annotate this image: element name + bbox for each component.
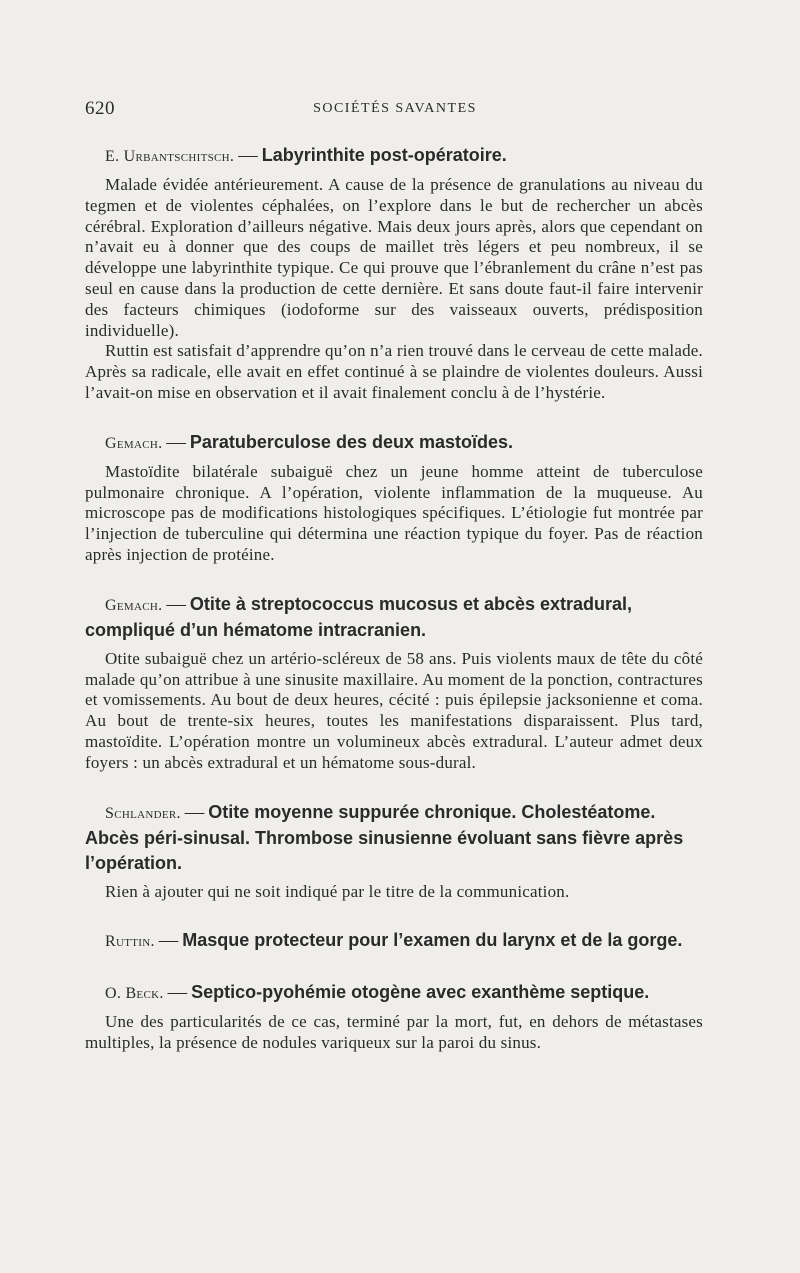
entry-author: Schlander. (105, 804, 181, 822)
entry-author: Gemach. (105, 434, 163, 452)
entry-heading: Gemach. — Paratuberculose des deux mastoïdes. (105, 431, 514, 453)
entry (85, 430, 703, 566)
entry-paragraph: Rien à ajouter qui ne soit indiqué par le titre de la communication. (105, 881, 570, 901)
entry-title: Masque protecteur pour l’examen du larynx et de la gorge. (182, 930, 683, 951)
entry-paragraph: Mastoïdite bilatérale subaiguë chez un jeune homme atteint de tuberculose pulmonaire chronique. A l’opération, violente inflammation de la muqueuse. Au microscope pas de modifications histologiques spécifiques. L’étiologie fut montrée par l’injection de tuberculine qui détermina une réaction typique du foyer. Pas de réaction après injection de protéine. (85, 461, 703, 564)
entry-author: O. Beck. (105, 985, 164, 1003)
entry-author: Ruttin. (105, 933, 155, 951)
entry-author: Gemach. (105, 596, 163, 614)
running-title: SOCIÉTÉS SAVANTES (313, 101, 477, 116)
entry-title: Paratuberculose des deux mastoïdes. (189, 431, 514, 452)
entry-paragraph: Otite subaiguë chez un artério-scléreux de 58 ans. Puis violents maux de tête du côté malade qu’on attribue à une sinusite maxillaire. Au moment de la ponction, contractures et vomissements. Au bout de deux heures, cécité : puis épilepsie jacksonienne et coma. Au bout de trente-six heures, toutes les manifestations disparaissent. Plus tard, mastoïdite. L’opération montre un volumineux abcès extradural. L’auteur admet deux foyers : un abcès extradural et un hématome sous-dural. (85, 648, 703, 772)
entry-author: E. Urbantschitsch. (105, 148, 235, 165)
entry (85, 928, 703, 954)
entry-heading: Ruttin. — Masque protecteur pour l’examen du larynx et de la gorge. (105, 930, 683, 952)
entry-heading: O. Beck. — Septico-pyohémie otogène avec exanthème septique. (105, 982, 650, 1004)
entry-heading: Gemach. — Otite à streptococcus mucosus et abcès extradural, compliqué d’un hématome intracranien. (85, 593, 633, 640)
entry (85, 592, 703, 774)
entry-heading: Schlander. — Otite moyenne suppurée chronique. Cholestéatome. Abcès péri-sinusal. Thrombose sinusienne évoluant sans fièvre après l’opération. (85, 801, 684, 873)
entry (85, 800, 703, 903)
entry-paragraph: Ruttin est satisfait d’apprendre qu’on n’a rien trouvé dans le cerveau de cette malade. Après sa radicale, elle avait en effet continué à se plaindre de violentes douleurs. Aussi l’avait-on mise en observation et il avait finalement conclu à de l’hystérie. (85, 341, 703, 402)
entry (85, 980, 703, 1054)
entry (85, 143, 703, 404)
page-header (85, 98, 705, 122)
article-body (85, 143, 703, 1080)
entry-title: Labyrinthite post-opératoire. (261, 145, 507, 165)
page-number: 620 (85, 98, 115, 119)
entry-title: Otite à streptococcus mucosus et abcès extradural, compliqué d’un hématome intracranien. (85, 593, 633, 640)
entry-paragraph: Une des particularités de ce cas, terminé par la mort, fut, en dehors de métastases multiples, la présence de nodules variqueux sur la paroi du sinus. (85, 1012, 703, 1053)
entry-title: Otite moyenne suppurée chronique. Cholestéatome. Abcès péri-sinusal. Thrombose sinusienne évoluant sans fièvre après l’opération. (85, 801, 684, 873)
entry-heading: E. Urbantschitsch. — Labyrinthite post-opératoire. (105, 145, 507, 166)
entry-paragraph: Malade évidée antérieurement. A cause de la présence de granulations au niveau du tegmen et de violentes céphalées, on l’explore dans le but de rechercher un abcès cérébral. Exploration d’ailleurs négative. Mais deux jours après, alors que cependant on n’avait eu à donner que des coups de maillet très légers et peu nombreux, il se développe une labyrinthite typique. Ce qui prouve que l’ébranlement du crâne n’est pas seul en cause dans la production de cette dernière. Et sans doute faut-il faire intervenir des facteurs chimiques (iodoforme sur des vaisseaux ouverts, prédisposition individuelle). (85, 175, 703, 340)
entry-title: Septico-pyohémie otogène avec exanthème septique. (191, 982, 650, 1003)
